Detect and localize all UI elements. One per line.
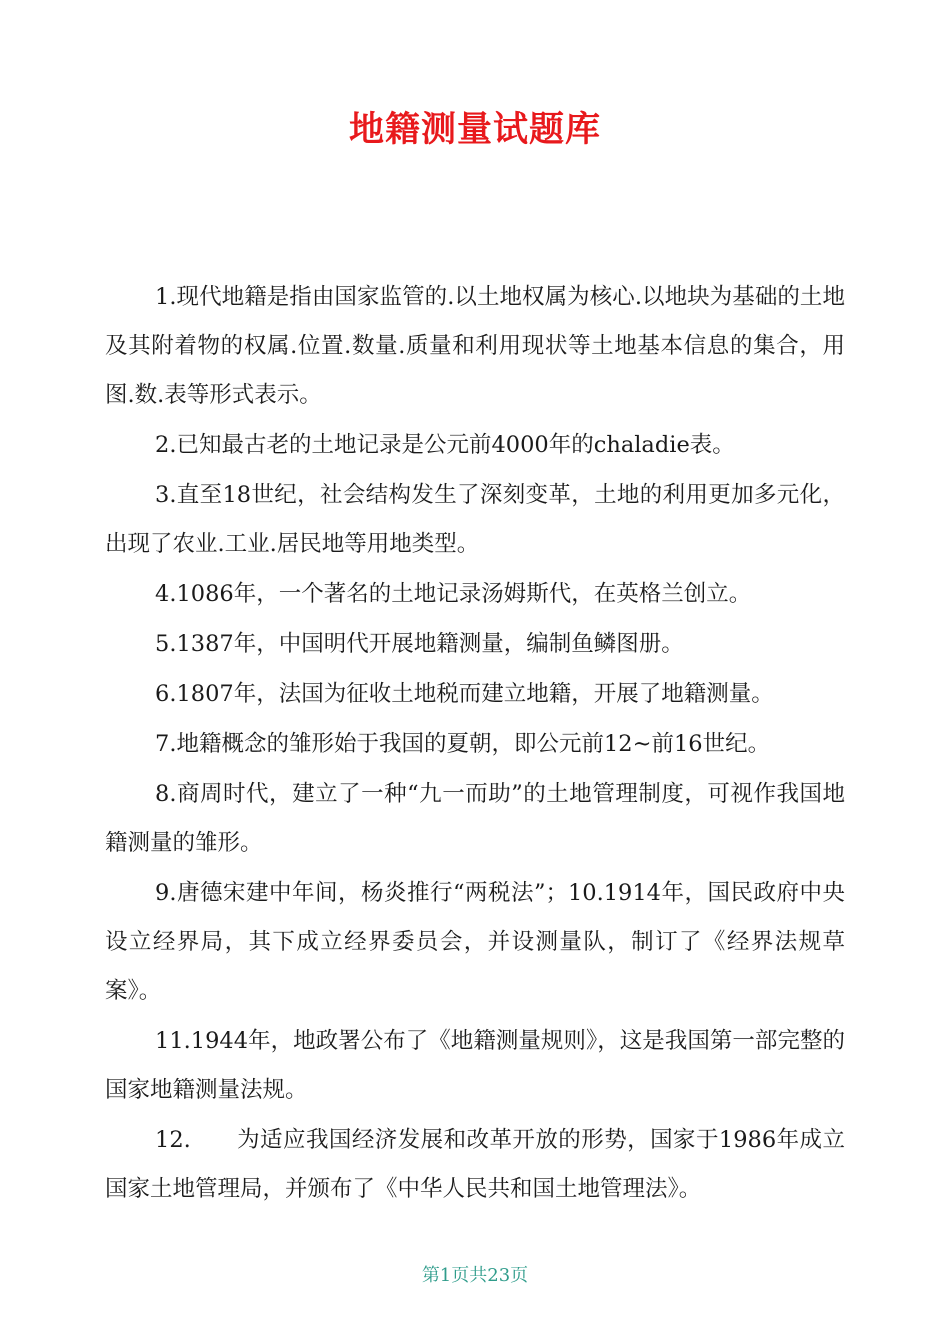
page-number: 第1页共23页 — [421, 1265, 529, 1286]
paragraph-11: 12. 为适应我国经济发展和改革开放的形势，国家于1986年成立国家土地管理局，并颁布了《中华人民共和国土地管理法》。 — [105, 1127, 845, 1202]
paragraph-3: 3.直至18世纪，社会结构发生了深刻变革，土地的利用更加多元化，出现了农业.工业.居民地等用地类型。 — [105, 482, 845, 557]
paragraph-4: 4.1086年，一个著名的土地记录汤姆斯代，在英格兰创立。 — [155, 581, 752, 607]
paragraph-2: 2.已知最古老的土地记录是公元前4000年的chaladie表。 — [155, 432, 735, 458]
paragraph-9: 9.唐德宋建中年间，杨炎推行“两税法”；10.1914年，国民政府中央设立经界局，其下成立经界委员会，并设测量队，制订了《经界法规草案》。 — [105, 880, 845, 1004]
paragraph-5: 5.1387年，中国明代开展地籍测量，编制鱼鳞图册。 — [155, 631, 684, 657]
document-title: 地籍测量试题库 — [348, 110, 601, 150]
paragraph-1: 1.现代地籍是指由国家监管的.以土地权属为核心.以地块为基础的土地及其附着物的权属.位置.数量.质量和利用现状等土地基本信息的集合，用图.数.表等形式表示。 — [105, 284, 845, 408]
paragraph-7: 7.地籍概念的雏形始于我国的夏朝，即公元前12~前16世纪。 — [155, 731, 771, 757]
paragraph-6: 6.1807年，法国为征收土地税而建立地籍，开展了地籍测量。 — [155, 681, 774, 707]
paragraph-10: 11.1944年，地政署公布了《地籍测量规则》，这是我国第一部完整的国家地籍测量法规。 — [105, 1028, 845, 1103]
document-body — [105, 273, 845, 1215]
paragraph-8: 8.商周时代，建立了一种“九一而助”的土地管理制度，可视作我国地籍测量的雏形。 — [105, 781, 845, 856]
